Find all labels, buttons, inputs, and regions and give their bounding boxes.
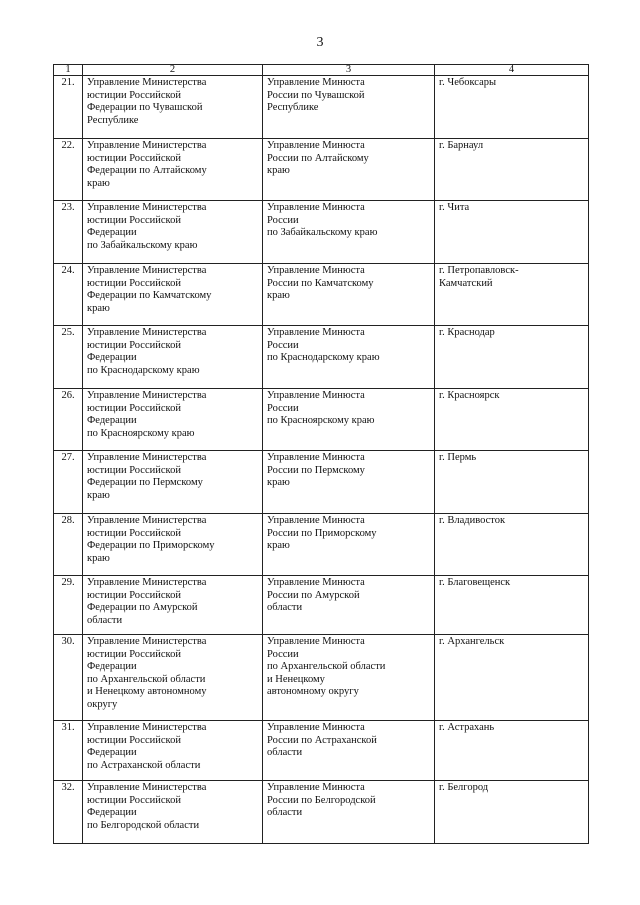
ministry-office-name: Управление Министерства юстиции Российской Федерации по Белгородской области [83, 781, 263, 844]
city: г. Астрахань [435, 721, 589, 781]
minjust-office-name: Управление Минюста России по Астраханской области [263, 721, 435, 781]
row-number: 24. [54, 264, 83, 326]
row-number: 29. [54, 576, 83, 635]
row-number: 31. [54, 721, 83, 781]
ministry-office-name: Управление Министерства юстиции Российской Федерации по Приморскому краю [83, 514, 263, 576]
city: г. Чебоксары [435, 76, 589, 139]
minjust-office-name: Управление Минюста России по Камчатскому краю [263, 264, 435, 326]
row-number: 32. [54, 781, 83, 844]
city: г. Архангельск [435, 635, 589, 721]
ministry-office-name: Управление Министерства юстиции Российской Федерации по Пермскому краю [83, 451, 263, 514]
minjust-office-name: Управление Минюста России по Краснодарскому краю [263, 326, 435, 389]
page-number: 3 [316, 35, 324, 50]
table-header-row [54, 65, 589, 76]
ministry-office-name: Управление Министерства юстиции Российской Федерации по Чувашской Республике [83, 76, 263, 139]
minjust-office-name: Управление Минюста России по Амурской области [263, 576, 435, 635]
table-row [54, 76, 589, 139]
table-row [54, 389, 589, 451]
minjust-office-name: Управление Минюста России по Чувашской Республике [263, 76, 435, 139]
minjust-office-name: Управление Минюста России по Пермскому краю [263, 451, 435, 514]
offices-table [53, 64, 589, 844]
city: г. Барнаул [435, 139, 589, 201]
city: г. Белгород [435, 781, 589, 844]
ministry-office-name: Управление Министерства юстиции Российской Федерации по Краснодарскому краю [83, 326, 263, 389]
minjust-office-name: Управление Минюста России по Красноярскому краю [263, 389, 435, 451]
ministry-office-name: Управление Министерства юстиции Российской Федерации по Алтайскому краю [83, 139, 263, 201]
ministry-office-name: Управление Министерства юстиции Российской Федерации по Амурской области [83, 576, 263, 635]
table-row [54, 721, 589, 781]
table-row [54, 781, 589, 844]
row-number: 22. [54, 139, 83, 201]
minjust-office-name: Управление Минюста России по Архангельской области и Ненецкому автономному округу [263, 635, 435, 721]
table-row [54, 576, 589, 635]
table-row [54, 514, 589, 576]
city: г. Владивосток [435, 514, 589, 576]
row-number: 30. [54, 635, 83, 721]
header-col-4: 4 [435, 65, 589, 76]
city: г. Пермь [435, 451, 589, 514]
ministry-office-name: Управление Министерства юстиции Российской Федерации по Камчатскому краю [83, 264, 263, 326]
minjust-office-name: Управление Минюста России по Алтайскому краю [263, 139, 435, 201]
ministry-office-name: Управление Министерства юстиции Российской Федерации по Забайкальскому краю [83, 201, 263, 264]
row-number: 25. [54, 326, 83, 389]
city: г. Чита [435, 201, 589, 264]
ministry-office-name: Управление Министерства юстиции Российской Федерации по Архангельской области и Ненецкому автономному округу [83, 635, 263, 721]
row-number: 28. [54, 514, 83, 576]
header-col-3: 3 [263, 65, 435, 76]
table-row [54, 635, 589, 721]
city: г. Благовещенск [435, 576, 589, 635]
minjust-office-name: Управление Минюста России по Белгородской области [263, 781, 435, 844]
table-row [54, 139, 589, 201]
row-number: 27. [54, 451, 83, 514]
header-col-2: 2 [83, 65, 263, 76]
minjust-office-name: Управление Минюста России по Приморскому краю [263, 514, 435, 576]
city: г. Краснодар [435, 326, 589, 389]
table-row [54, 201, 589, 264]
city: г. Петропавловск- Камчатский [435, 264, 589, 326]
table-row [54, 264, 589, 326]
minjust-office-name: Управление Минюста России по Забайкальскому краю [263, 201, 435, 264]
ministry-office-name: Управление Министерства юстиции Российской Федерации по Красноярскому краю [83, 389, 263, 451]
row-number: 26. [54, 389, 83, 451]
table-row [54, 326, 589, 389]
row-number: 21. [54, 76, 83, 139]
header-col-1: 1 [54, 65, 83, 76]
row-number: 23. [54, 201, 83, 264]
table-row [54, 451, 589, 514]
city: г. Красноярск [435, 389, 589, 451]
ministry-office-name: Управление Министерства юстиции Российской Федерации по Астраханской области [83, 721, 263, 781]
